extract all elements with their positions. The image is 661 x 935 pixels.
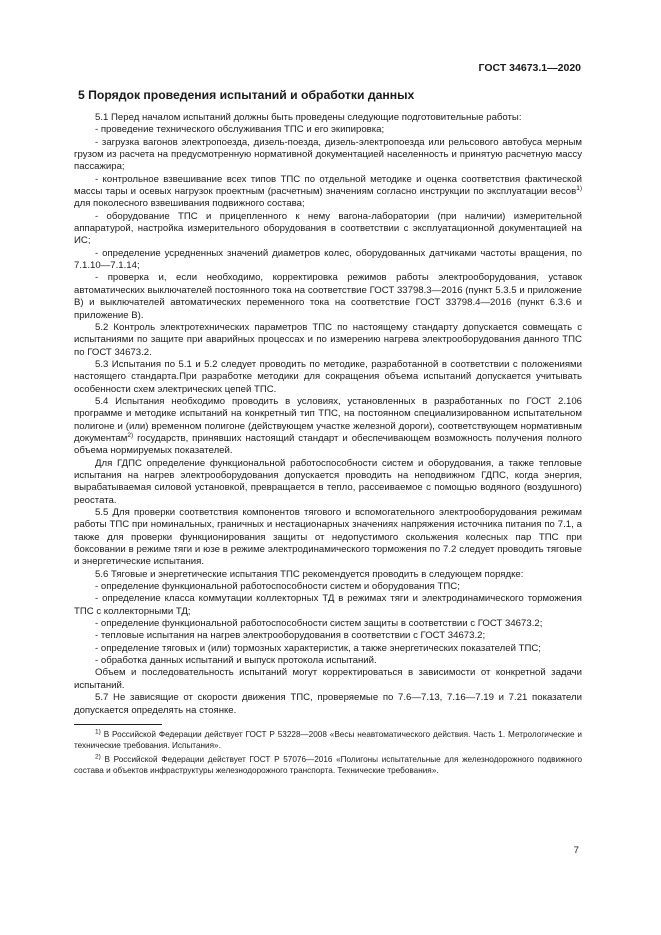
paragraph: 5.7 Не зависящие от скорости движения ТПС, проверяемые по 7.6—7.13, 7.16—7.19 и 7.21 показатели допускается определять на стоянке. <box>74 692 582 716</box>
paragraph: Для ГДПС определение функциональной работоспособности систем и оборудования, а также тепловые испытания на нагрев электрооборудования допускается проводить на неподвижном ГДПС, когда энергия, вырабатываемая силовой установкой, превращается в тепло, рассеиваемое с помощью водяного (воздушного) реостата. <box>74 457 582 506</box>
list-item: - проверка и, если необходимо, корректировка режимов работы электрооборудования, уставок автоматических выключателей постоянного тока на соответствие ГОСТ 33798.3—2016 (пункт 5.3.5 и приложение В) и выключателей автоматических переменного тока на соответствие ГОСТ 33798.4—2016 (пункт 6.3.6 и приложение В). <box>74 272 582 321</box>
list-item: - загрузка вагонов электропоезда, дизель-поезда, дизель-электропоезда или рельсового автобуса мерным грузом из расчета на предусмотренную нормативной документацией населенность и принятую расчетную массу пассажира; <box>74 136 582 173</box>
footnote-divider <box>74 724 162 725</box>
list-item: - определение функциональной работоспособности систем и оборудования ТПС; <box>95 581 460 593</box>
list-item: - определение функциональной работоспособности систем защиты в соответствии с ГОСТ 34673.2; <box>95 618 543 630</box>
footnote-text: В Российской Федерации действует ГОСТ Р 53228—2008 «Весы неавтоматического действия. Часть 1. Метрологические и технические требования. Испытания». <box>74 729 582 750</box>
list-item: - обработка данных испытаний и выпуск протокола испытаний. <box>95 655 377 667</box>
list-item: - определение усредненных значений диаметров колес, оборудованных датчиками частоты вращения, по 7.1.10—7.1.14; <box>74 247 582 272</box>
footnote-mark: 2) <box>95 753 101 761</box>
list-item: - проведение технического обслуживания ТПС и его экипировка; <box>95 124 385 136</box>
footnote-mark: 1) <box>95 728 101 736</box>
paragraph: Объем и последовательность испытаний могут корректироваться в зависимости от конкретной задачи испытаний. <box>74 667 582 691</box>
list-item: - определение класса коммутации коллекторных ТД в режимах тяги и электродинамического торможения ТПС с коллекторными ТД; <box>74 593 582 617</box>
page-number: 7 <box>573 845 579 856</box>
footnote-ref[interactable]: 1) <box>576 184 582 192</box>
standard-header: ГОСТ 34673.1—2020 <box>478 62 581 74</box>
footnote-text: В Российской Федерации действует ГОСТ Р 57076—2016 «Полигоны испытательные для железнодорожного подвижного состава и объектов инфраструктуры железнодорожного транспорта. Технические требования». <box>74 754 582 775</box>
list-item: - тепловые испытания на нагрев электрооборудования в соответствии с ГОСТ 34673.2; <box>95 630 486 642</box>
document-body <box>74 88 582 779</box>
paragraph-text: государств, принявших настоящий стандарт и обеспечивающем возможность получения полного объема нормируемых показателей. <box>74 432 582 457</box>
list-item: - определение тяговых и (или) тормозных характеристик, а также энергетических показателей ТПС; <box>95 642 541 654</box>
paragraph <box>74 396 582 458</box>
paragraph: 5.5 Для проверки соответствия компонентов тягового и вспомогательного электрооборудования режимам работы ТПС при номинальных, граничных и нестационарных значениях напряжения источника питания по 7.1, а также для проверки функционирования защиты от недопустимого скольжения колесных пар ТПС при боксовании в режиме тяги и юзе в режиме электродинамического торможения по 7.2 следует проводить тяговые и энергетические испытания. <box>74 507 582 568</box>
paragraph: 5.6 Тяговые и энергетические испытания ТПС рекомендуется проводить в следующем порядке: <box>95 568 524 580</box>
paragraph-text: - контрольное взвешивание всех типов ТПС по отдельной методике и оценка соответствия фактической массы тары и осевых нагрузок проектным (расчетным) значениям согласно инструкции по эксплуатации весов <box>74 173 582 198</box>
footnote <box>74 754 582 776</box>
footnote <box>74 729 582 751</box>
paragraph-text: 5.4 Испытания необходимо проводить в условиях, установленных в разработанных по ГОСТ 2.106 программе и методике испытаний на конкретный тип ТПС, на постоянном специализированном испытательном полигоне и (или) временном полигоне (действующем участке железной дороги), соответствующем нормативным документам <box>74 395 582 444</box>
list-item: - оборудование ТПС и прицепленного к нему вагона-лаборатории (при наличии) измерительной аппаратурой, настройка измерительного оборудования в соответствии с эксплуатационной документацией на ИС; <box>74 210 582 247</box>
paragraph: 5.1 Перед началом испытаний должны быть проведены следующие подготовительные работы: <box>95 112 522 123</box>
footnote-ref[interactable]: 2) <box>127 431 134 439</box>
paragraph: 5.3 Испытания по 5.1 и 5.2 следует проводить по методике, разработанной в соответствии с положениями настоящего стандарта.При разработке методики для сокращения объема испытаний допускается учитывать особенности схем электрических цепей ТПС. <box>74 358 582 395</box>
paragraph: 5.2 Контроль электротехнических параметров ТПС по настоящему стандарту допускается совмещать с испытаниями по защите при аварийных процессах и по измерению нагрева электрооборудования данного ТПС по ГОСТ 34673.2. <box>74 321 582 358</box>
paragraph-text: для поколесного взвешивания подвижного состава; <box>74 198 305 210</box>
section-title: 5 Порядок проведения испытаний и обработки данных <box>78 88 415 102</box>
list-item <box>74 174 582 211</box>
